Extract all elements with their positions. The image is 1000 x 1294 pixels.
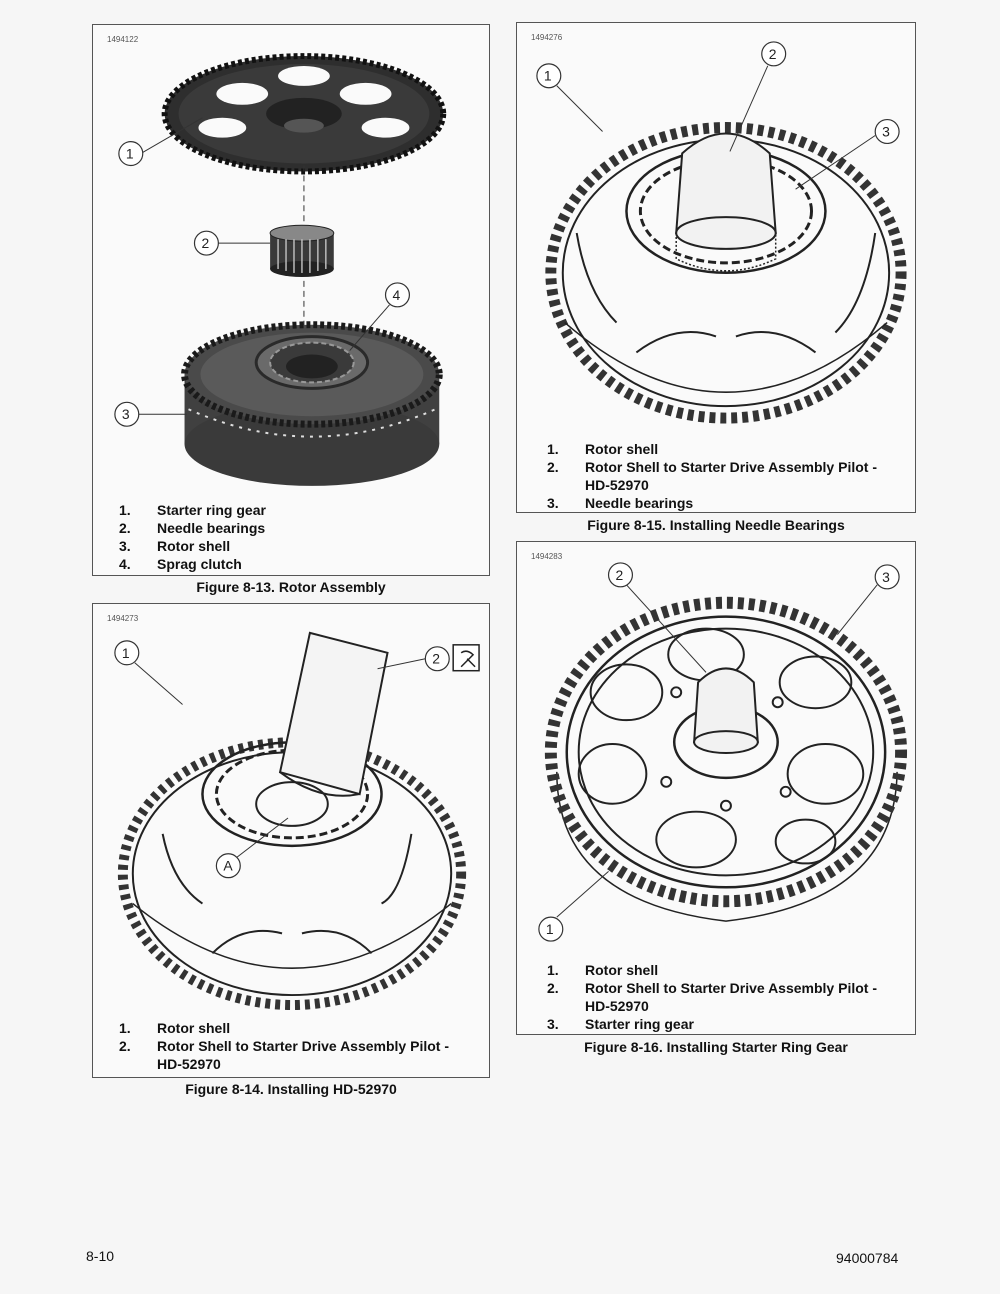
svg-text:2: 2 [201, 235, 210, 252]
legend-item: 3. Needle bearings [547, 495, 694, 511]
callout-2 [378, 647, 450, 671]
figure-id: 1494283 [531, 552, 563, 561]
pilot-tool-part [676, 133, 776, 270]
rotor-assembly-illustration [93, 25, 489, 505]
legend-item: 3. Starter ring gear [547, 1016, 694, 1032]
figure-8-15 [516, 22, 916, 513]
legend-item: 1. Rotor shell [547, 962, 659, 978]
figure-id: 1494276 [531, 33, 563, 42]
legend-item: HD-52970 [585, 998, 649, 1014]
svg-text:2: 2 [768, 45, 777, 62]
callout-1 [539, 871, 609, 941]
callout-1 [537, 64, 603, 132]
page-number: 8-10 [86, 1248, 115, 1264]
callout-2 [194, 231, 270, 255]
figure-id: 1494122 [107, 35, 139, 44]
svg-text:3: 3 [882, 123, 890, 140]
legend-item: 2. Needle bearings [119, 520, 266, 536]
legend-item: 3. Rotor shell [119, 538, 231, 554]
svg-text:A: A [223, 857, 233, 874]
installing-ring-gear-illustration [517, 542, 915, 956]
legend-item: HD-52970 [585, 477, 649, 493]
figure-8-13 [92, 24, 490, 576]
svg-text:1: 1 [543, 67, 552, 84]
tool-reference-icon [453, 645, 479, 671]
legend-item: 4. Sprag clutch [119, 556, 242, 572]
rotor-shell-part [185, 325, 440, 486]
legend-item: 1. Starter ring gear [119, 502, 266, 518]
svg-text:1: 1 [545, 921, 554, 938]
callout-1 [115, 641, 183, 705]
callout-3 [115, 402, 187, 426]
svg-text:1: 1 [125, 145, 134, 162]
installing-pilot-illustration [93, 604, 489, 1016]
starter-ring-gear-part [165, 56, 444, 171]
legend-item: 1. Rotor shell [547, 441, 659, 457]
figure-8-14 [92, 603, 490, 1078]
figure-legend [517, 961, 915, 1033]
figure-id: 1494273 [107, 614, 139, 623]
needle-bearings-part [270, 225, 334, 277]
callout-a [216, 818, 288, 878]
figure-caption: Figure 8-13. Rotor Assembly [196, 579, 386, 595]
figure-8-16 [516, 541, 916, 1035]
figure-caption: Figure 8-16. Installing Starter Ring Gear [584, 1039, 848, 1055]
figure-legend [517, 440, 915, 512]
document-number: 94000784 [836, 1250, 899, 1266]
legend-item: 2. Rotor Shell to Starter Drive Assembly Pilot - [547, 980, 877, 996]
figure-legend [93, 501, 489, 573]
svg-text:2: 2 [432, 650, 441, 667]
legend-item: 2. Rotor Shell to Starter Drive Assembly Pilot - [547, 459, 877, 475]
legend-item: 1. Rotor shell [119, 1020, 231, 1036]
svg-text:4: 4 [392, 286, 401, 303]
svg-text:3: 3 [121, 406, 130, 423]
pilot-tool-part [694, 668, 758, 753]
installing-needle-bearings-illustration [517, 23, 915, 441]
svg-text:3: 3 [882, 568, 890, 585]
legend-item: 2. Rotor Shell to Starter Drive Assembly Pilot - [119, 1038, 449, 1054]
callout-3 [837, 565, 899, 635]
callout-3 [796, 120, 899, 190]
figure-legend [93, 1019, 489, 1073]
legend-item: HD-52970 [157, 1056, 221, 1072]
svg-text:2: 2 [615, 566, 624, 583]
svg-text:1: 1 [121, 644, 130, 661]
figure-caption: Figure 8-14. Installing HD-52970 [185, 1081, 397, 1097]
figure-caption: Figure 8-15. Installing Needle Bearings [587, 517, 845, 533]
